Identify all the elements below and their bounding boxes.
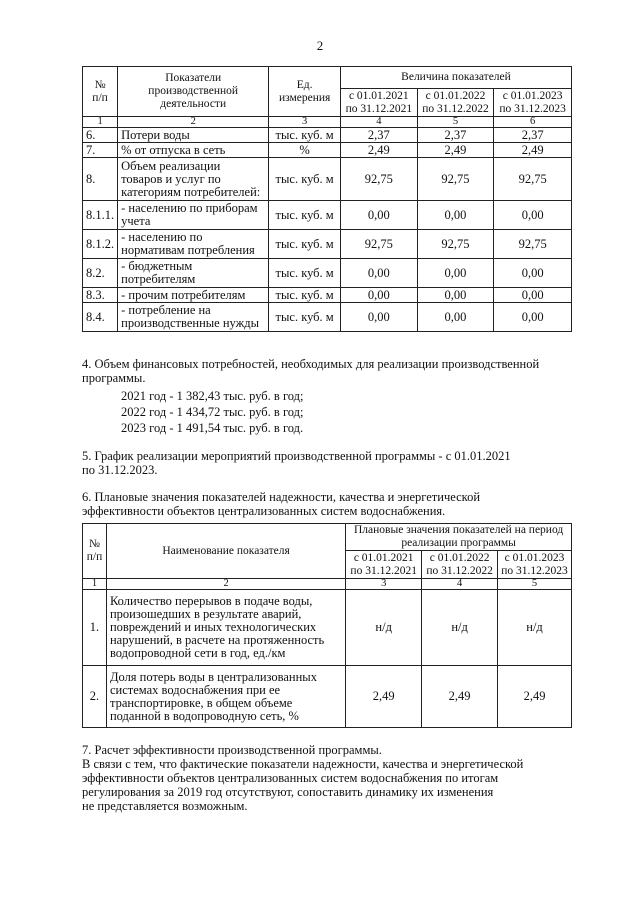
row-value: 0,00 bbox=[417, 259, 494, 288]
section-7-line: эффективности объектов централизованных систем водоснабжения по итогам bbox=[82, 771, 499, 785]
header-indicators: Показатели производственной деятельности bbox=[118, 67, 269, 117]
row-name: Потери воды bbox=[118, 128, 269, 143]
index-row bbox=[83, 579, 572, 590]
section-7-line: В связи с тем, что фактические показатели надежности, качества и энергетической bbox=[82, 757, 524, 771]
row-num: 8.3. bbox=[83, 288, 118, 303]
section-5-text bbox=[82, 449, 570, 477]
header-num: № п/п bbox=[83, 524, 107, 579]
row-name: Доля потерь воды в централизованных системах водоснабжения при ее транспортировке, в общем объеме поданной в водопроводную сеть, % bbox=[106, 666, 345, 728]
table-row bbox=[83, 201, 572, 230]
row-unit: тыс. куб. м bbox=[269, 288, 341, 303]
header-period-2021: с 01.01.2021 по 31.12.2021 bbox=[341, 89, 418, 117]
index-cell: 1 bbox=[83, 579, 107, 590]
table-row bbox=[83, 303, 572, 332]
row-name: % от отпуска в сеть bbox=[118, 143, 269, 158]
section-4-text bbox=[82, 357, 570, 385]
index-cell: 3 bbox=[269, 117, 341, 128]
row-value: 2,37 bbox=[341, 128, 418, 143]
section-4-line: программы. bbox=[82, 371, 146, 385]
row-num: 8.1.2. bbox=[83, 230, 118, 259]
row-value: 0,00 bbox=[494, 259, 572, 288]
reliability-indicators-table bbox=[82, 523, 572, 728]
row-value: 2,49 bbox=[494, 143, 572, 158]
section-7-text bbox=[82, 743, 570, 813]
header-planned-group: Плановые значения показателей на период реализации программы bbox=[346, 524, 572, 551]
row-value: 0,00 bbox=[341, 288, 418, 303]
section-6-text bbox=[82, 490, 570, 518]
row-value: н/д bbox=[422, 590, 498, 666]
index-cell: 1 bbox=[83, 117, 118, 128]
row-value: 92,75 bbox=[494, 230, 572, 259]
row-value: 0,00 bbox=[341, 201, 418, 230]
row-value: 2,49 bbox=[346, 666, 422, 728]
index-row bbox=[83, 117, 572, 128]
row-value: 0,00 bbox=[494, 303, 572, 332]
header-values-group: Величина показателей bbox=[341, 67, 572, 89]
table-row bbox=[83, 158, 572, 201]
row-num: 8.1.1. bbox=[83, 201, 118, 230]
row-name: Количество перерывов в подаче воды, произошедших в результате аварий, повреждений и иных технологических нарушений, в расчете на протяженность водопроводной сети в год, ед./км bbox=[106, 590, 345, 666]
section-6-line: 6. Плановые значения показателей надежности, качества и энергетической bbox=[82, 490, 481, 504]
row-name: - прочим потребителям bbox=[118, 288, 269, 303]
row-name: - бюджетным потребителям bbox=[118, 259, 269, 288]
row-value: н/д bbox=[346, 590, 422, 666]
row-value: 92,75 bbox=[341, 230, 418, 259]
section-6-line: эффективности объектов централизованных систем водоснабжения. bbox=[82, 504, 446, 518]
table-row bbox=[83, 128, 572, 143]
row-value: 2,37 bbox=[494, 128, 572, 143]
row-num: 8. bbox=[83, 158, 118, 201]
index-cell: 5 bbox=[498, 579, 572, 590]
row-num: 6. bbox=[83, 128, 118, 143]
year-2022-amount: 2022 год - 1 434,72 тыс. руб. в год; bbox=[121, 405, 304, 419]
row-name: - населению по приборам учета bbox=[118, 201, 269, 230]
index-cell: 2 bbox=[118, 117, 269, 128]
year-2023-amount: 2023 год - 1 491,54 тыс. руб. в год. bbox=[121, 421, 304, 435]
index-cell: 2 bbox=[106, 579, 345, 590]
row-name: - населению по нормативам потребления bbox=[118, 230, 269, 259]
row-value: 92,75 bbox=[417, 158, 494, 201]
row-unit: тыс. куб. м bbox=[269, 158, 341, 201]
row-num: 7. bbox=[83, 143, 118, 158]
header-num: № п/п bbox=[83, 67, 118, 117]
table-row bbox=[83, 288, 572, 303]
row-value: 0,00 bbox=[417, 201, 494, 230]
row-unit: тыс. куб. м bbox=[269, 128, 341, 143]
row-value: 2,37 bbox=[417, 128, 494, 143]
row-name: - потребление на производственные нужды bbox=[118, 303, 269, 332]
row-value: н/д bbox=[498, 590, 572, 666]
row-name: Объем реализации товаров и услуг по категориям потребителей: bbox=[118, 158, 269, 201]
page-number: 2 bbox=[316, 38, 324, 53]
row-value: 92,75 bbox=[417, 230, 494, 259]
row-value: 0,00 bbox=[494, 288, 572, 303]
table-row bbox=[83, 259, 572, 288]
row-value: 0,00 bbox=[341, 259, 418, 288]
row-value: 92,75 bbox=[494, 158, 572, 201]
row-value: 2,49 bbox=[498, 666, 572, 728]
header-period-2022: с 01.01.2022 по 31.12.2022 bbox=[417, 89, 494, 117]
header-period-2023: с 01.01.2023 по 31.12.2023 bbox=[494, 89, 572, 117]
row-value: 2,49 bbox=[417, 143, 494, 158]
header-unit: Ед. измерения bbox=[269, 67, 341, 117]
row-value: 2,49 bbox=[341, 143, 418, 158]
header-name: Наименование показателя bbox=[106, 524, 345, 579]
production-indicators-table bbox=[82, 66, 572, 332]
row-unit: тыс. куб. м bbox=[269, 230, 341, 259]
table-row bbox=[83, 666, 572, 728]
row-value: 0,00 bbox=[494, 201, 572, 230]
row-unit: тыс. куб. м bbox=[269, 259, 341, 288]
year-2021-amount: 2021 год - 1 382,43 тыс. руб. в год; bbox=[121, 389, 304, 403]
row-num: 8.2. bbox=[83, 259, 118, 288]
row-value: 0,00 bbox=[417, 288, 494, 303]
table-row bbox=[83, 590, 572, 666]
row-value: 0,00 bbox=[341, 303, 418, 332]
table-row bbox=[83, 230, 572, 259]
row-unit: % bbox=[269, 143, 341, 158]
row-num: 1. bbox=[83, 590, 107, 666]
section-7-line: регулирования за 2019 год отсутствуют, сопоставить динамику их изменения bbox=[82, 785, 494, 799]
header-period-2021: с 01.01.2021 по 31.12.2021 bbox=[346, 551, 422, 579]
section-4-line: 4. Объем финансовых потребностей, необходимых для реализации производственной bbox=[82, 357, 540, 371]
section-5-line: по 31.12.2023. bbox=[82, 463, 158, 477]
row-unit: тыс. куб. м bbox=[269, 303, 341, 332]
row-num: 8.4. bbox=[83, 303, 118, 332]
index-cell: 3 bbox=[346, 579, 422, 590]
row-num: 2. bbox=[83, 666, 107, 728]
index-cell: 4 bbox=[422, 579, 498, 590]
row-value: 92,75 bbox=[341, 158, 418, 201]
section-5-line: 5. График реализации мероприятий производственной программы - с 01.01.2021 bbox=[82, 449, 511, 463]
header-period-2023: с 01.01.2023 по 31.12.2023 bbox=[498, 551, 572, 579]
row-unit: тыс. куб. м bbox=[269, 201, 341, 230]
index-cell: 6 bbox=[494, 117, 572, 128]
table-row bbox=[83, 143, 572, 158]
row-value: 2,49 bbox=[422, 666, 498, 728]
header-period-2022: с 01.01.2022 по 31.12.2022 bbox=[422, 551, 498, 579]
section-7-title: 7. Расчет эффективности производственной программы. bbox=[82, 743, 382, 757]
section-7-line: не представляется возможным. bbox=[82, 799, 248, 813]
row-value: 0,00 bbox=[417, 303, 494, 332]
index-cell: 4 bbox=[341, 117, 418, 128]
index-cell: 5 bbox=[417, 117, 494, 128]
